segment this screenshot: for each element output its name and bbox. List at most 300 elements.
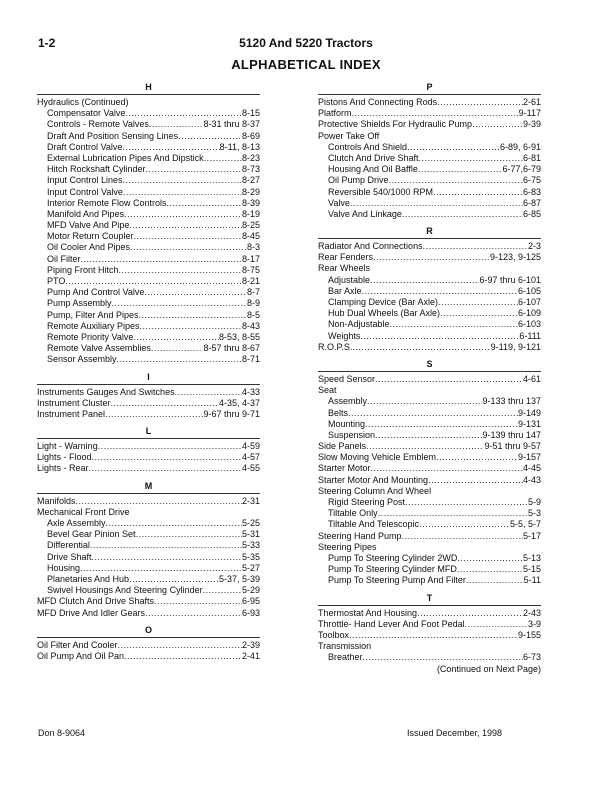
entry-page: 5-13 xyxy=(522,552,541,563)
dot-leader xyxy=(457,553,523,564)
index-entry xyxy=(318,119,541,130)
dot-leader xyxy=(111,398,219,409)
dot-leader xyxy=(472,119,523,130)
index-entry xyxy=(37,563,260,574)
entry-title: Breather xyxy=(328,652,363,663)
dot-leader xyxy=(106,518,242,529)
entry-page: 5-15 xyxy=(522,564,541,575)
dot-leader xyxy=(123,187,242,198)
index-section-l xyxy=(37,425,260,475)
entry-title: Compensator Valve xyxy=(47,108,126,119)
entry-title: Manifolds xyxy=(37,495,76,506)
index-entry xyxy=(318,553,541,564)
dot-leader xyxy=(98,441,242,452)
section-divider xyxy=(37,438,260,439)
entry-page: 6-105 xyxy=(517,285,541,296)
index-entry xyxy=(37,343,260,354)
entry-title: Planetaries And Hub xyxy=(47,573,130,584)
entry-title: Toolbox xyxy=(318,629,350,640)
dot-leader xyxy=(402,531,523,542)
entry-title: Adjustable xyxy=(328,274,371,285)
index-entry xyxy=(37,651,260,662)
entry-title: Input Control Lines xyxy=(47,175,123,186)
index-entry xyxy=(318,175,541,186)
index-entry xyxy=(37,332,260,343)
index-entry xyxy=(318,308,541,319)
entry-title: Hub Dual Wheels (Bar Axle) xyxy=(328,308,441,319)
entry-title: Steering Column And Wheel xyxy=(318,485,432,496)
entry-page: 8-19 xyxy=(241,208,260,219)
entry-title: Pump To Steering Cylinder 2WD xyxy=(328,552,458,563)
entry-page: 6-93 xyxy=(241,607,260,618)
index-entry xyxy=(37,298,260,309)
index-entry xyxy=(318,641,541,652)
entry-page: 5-5, 5-7 xyxy=(509,519,541,530)
entry-title: R.O.P.S. xyxy=(318,341,353,352)
entry-page: 5-9 xyxy=(527,497,541,507)
entry-page: 9-67 thru 9-71 xyxy=(203,408,260,419)
index-entry xyxy=(37,231,260,242)
index-entry xyxy=(318,385,541,396)
entry-page: 8-39 xyxy=(241,197,260,208)
entry-title: Power Take Off xyxy=(318,130,380,141)
dot-leader xyxy=(105,409,203,420)
entry-page: 6-85 xyxy=(522,208,541,219)
section-letter: M xyxy=(144,480,153,491)
entry-page: 8-5 xyxy=(246,309,260,320)
index-entry xyxy=(318,542,541,553)
entry-page: 8-31 thru 8-37 xyxy=(203,119,260,130)
index-section-p xyxy=(318,81,541,220)
entry-page: 8-71 xyxy=(241,354,260,365)
dot-leader xyxy=(402,209,523,220)
index-entry xyxy=(37,398,260,409)
index-entry xyxy=(318,297,541,308)
section-divider xyxy=(37,384,260,385)
dot-leader xyxy=(81,254,242,265)
index-entry xyxy=(318,475,541,486)
dot-leader xyxy=(117,354,242,365)
index-entry xyxy=(37,198,260,209)
entry-title: Protective Shields For Hydraulic Pump xyxy=(318,119,473,130)
index-entry xyxy=(318,187,541,198)
dot-leader xyxy=(417,608,523,619)
entry-title: Pump To Steering Cylinder MFD xyxy=(328,564,457,575)
index-entry xyxy=(318,286,541,297)
dot-leader xyxy=(428,475,523,486)
footer-document-number: Don 8-9064 xyxy=(38,728,86,738)
entry-title: Mounting xyxy=(328,418,366,429)
dot-leader xyxy=(151,343,204,354)
dot-leader xyxy=(405,497,528,508)
index-entry xyxy=(37,463,260,474)
index-entry xyxy=(37,354,260,365)
entry-page: 6-97 thru 6-101 xyxy=(479,274,541,285)
index-entry xyxy=(318,441,541,452)
entry-page: 6-87 xyxy=(522,197,541,208)
entry-title: Controls - Remote Valves xyxy=(47,119,149,130)
index-entry xyxy=(318,531,541,542)
dot-leader xyxy=(136,529,242,540)
index-entry xyxy=(37,507,260,518)
entry-page: 2-39 xyxy=(241,639,260,650)
entry-title: Slow Moving Vehicle Emblem xyxy=(318,452,437,463)
dot-leader xyxy=(175,387,242,398)
entry-page: 5-35 xyxy=(241,551,260,562)
dot-leader xyxy=(352,342,490,353)
footer-issue-date: Issued December, 1998 xyxy=(406,728,502,738)
entry-page: 9-51 thru 9-57 xyxy=(484,441,541,452)
entry-title: Reversible 540/1000 RPM xyxy=(328,186,434,197)
entry-page: 2-3 xyxy=(527,241,541,252)
entry-title: Remote Priority Valve xyxy=(47,331,134,342)
entry-page: 5-33 xyxy=(241,540,260,551)
entry-title: Tiltable And Telescopic xyxy=(328,519,420,530)
dot-leader xyxy=(122,142,219,153)
section-letter: T xyxy=(426,592,433,603)
entry-title: Interior Remote Flow Controls xyxy=(47,197,167,208)
dot-leader xyxy=(419,153,523,164)
index-entry xyxy=(318,142,541,153)
dot-leader xyxy=(139,310,247,321)
dot-leader xyxy=(433,187,523,198)
entry-page: 2-61 xyxy=(522,97,541,107)
entry-page: 4-35, 4-37 xyxy=(218,397,260,408)
index-entry xyxy=(37,108,260,119)
entry-page: 8-73 xyxy=(241,164,260,175)
entry-title: MFD Valve And Pipe xyxy=(47,220,130,231)
entry-page: 3-9 xyxy=(527,618,541,629)
section-divider xyxy=(318,371,541,372)
entry-title: Platform xyxy=(318,108,352,119)
dot-leader xyxy=(134,231,242,242)
entry-title: Input Control Valve xyxy=(47,186,123,197)
index-entry xyxy=(37,529,260,540)
index-entry xyxy=(318,619,541,630)
section-letter: L xyxy=(145,426,152,437)
dot-leader xyxy=(89,463,242,474)
index-entry xyxy=(37,276,260,287)
entry-title: Valve And Linkage xyxy=(328,208,402,219)
entry-page: 4-43 xyxy=(522,474,541,485)
entry-page: 4-45 xyxy=(522,463,541,474)
index-entry xyxy=(318,463,541,474)
section-letter: I xyxy=(147,371,150,382)
index-entry xyxy=(37,142,260,153)
index-entry xyxy=(318,374,541,385)
entry-title: Starter Motor xyxy=(318,463,371,474)
entry-title: Oil Filter And Cooler xyxy=(37,639,118,650)
entry-title: Lights - Flood xyxy=(37,452,92,463)
entry-page: 9-139 thru 147 xyxy=(482,429,541,440)
dot-leader xyxy=(466,575,524,586)
index-entry xyxy=(318,519,541,530)
index-entry xyxy=(318,564,541,575)
entry-page: 8-29 xyxy=(241,186,260,197)
entry-page: 6-73 xyxy=(522,652,541,663)
index-section-o xyxy=(37,624,260,662)
dot-leader xyxy=(92,452,242,463)
entry-title: Pump, Filter And Pipes xyxy=(47,309,139,320)
entry-title: Seat xyxy=(318,385,337,396)
entry-page: 6-77,6-79 xyxy=(502,164,541,175)
index-entry xyxy=(318,575,541,586)
dot-leader xyxy=(419,519,510,530)
dot-leader xyxy=(375,430,482,441)
entry-page: 4-59 xyxy=(241,441,260,452)
entry-title: Instrument Panel xyxy=(37,408,106,419)
dot-leader xyxy=(362,286,518,297)
dot-leader xyxy=(465,619,528,630)
entry-page: 8-11, 8-13 xyxy=(219,141,260,152)
entry-title: Swivel Housings And Steering Cylinder xyxy=(47,585,203,596)
entry-page: 4-61 xyxy=(522,373,541,384)
dot-leader xyxy=(407,142,500,153)
index-entry xyxy=(37,153,260,164)
entry-title: Draft Control Valve xyxy=(47,141,123,152)
dot-leader xyxy=(65,276,242,287)
entry-title: Hitch Rockshaft Cylinder xyxy=(47,164,146,175)
entry-title: Weights xyxy=(328,330,361,341)
dot-leader xyxy=(133,332,219,343)
entry-title: Drive Shaft xyxy=(47,551,92,562)
index-entry xyxy=(37,265,260,276)
index-entry xyxy=(318,263,541,274)
entry-title: Assembly xyxy=(328,396,368,407)
index-entry xyxy=(37,409,260,420)
dot-leader xyxy=(438,297,518,308)
entry-page: 5-29 xyxy=(241,585,260,596)
entry-title: Manifold And Pipes xyxy=(47,208,125,219)
index-section-r xyxy=(318,225,541,353)
entry-page: 8-57 thru 8-67 xyxy=(203,343,260,354)
entry-title: Pump To Steering Pump And Filter xyxy=(328,575,466,586)
dot-leader xyxy=(145,608,242,619)
index-entry xyxy=(318,108,541,119)
dot-leader xyxy=(373,252,490,263)
index-entry xyxy=(37,574,260,585)
entry-title: Transmission xyxy=(318,641,372,652)
entry-page: 8-69 xyxy=(241,130,260,141)
index-entry xyxy=(318,241,541,252)
dot-leader xyxy=(129,574,219,585)
index-entry xyxy=(318,198,541,209)
dot-leader xyxy=(352,108,519,119)
entry-page: 9-133 thru 137 xyxy=(482,396,541,407)
index-entry xyxy=(37,540,260,551)
entry-page: 9-155 xyxy=(517,629,541,640)
entry-title: Oil Filter xyxy=(47,253,81,264)
dot-leader xyxy=(375,374,523,385)
index-entry xyxy=(318,452,541,463)
entry-title: Oil Pump Drive xyxy=(328,175,389,186)
entry-title: Remote Auxiliary Pipes xyxy=(47,320,140,331)
entry-page: 9-117 xyxy=(518,108,541,119)
entry-title: Light - Warning xyxy=(37,441,98,452)
index-entry xyxy=(318,164,541,175)
entry-title: Controls And Shield xyxy=(328,141,408,152)
entry-title: Non-Adjustable xyxy=(328,319,390,330)
entry-title: Oil Cooler And Pipes xyxy=(47,242,131,253)
index-entry xyxy=(318,342,541,353)
index-section-t xyxy=(318,592,541,664)
dot-leader xyxy=(112,298,247,309)
dot-leader xyxy=(124,209,242,220)
index-entry xyxy=(37,552,260,563)
entry-page: 2-31 xyxy=(241,495,260,506)
index-section-m xyxy=(37,480,260,619)
section-divider xyxy=(318,238,541,239)
dot-leader xyxy=(363,652,523,663)
entry-title: Differential xyxy=(47,540,90,551)
dot-leader xyxy=(378,508,528,519)
entry-page: 8-75 xyxy=(241,264,260,275)
entry-title: Housing And Oil Baffle xyxy=(328,164,418,175)
dot-leader xyxy=(348,408,518,419)
entry-page: 9-119, 9-121 xyxy=(490,341,541,352)
entry-page: 9-149 xyxy=(517,407,541,418)
dot-leader xyxy=(154,596,242,607)
index-entry xyxy=(318,275,541,286)
index-entry xyxy=(318,408,541,419)
entry-title: Thermostat And Housing xyxy=(318,607,418,618)
entry-title: Steering Pipes xyxy=(318,541,377,552)
index-entry xyxy=(37,287,260,298)
entry-title: Instrument Cluster xyxy=(37,397,111,408)
entry-page: 2-41 xyxy=(241,650,260,661)
index-entry xyxy=(37,97,260,108)
index-entry xyxy=(37,131,260,142)
entry-title: Hydraulics (Continued) xyxy=(37,97,129,107)
index-entry xyxy=(37,585,260,596)
entry-page: 5-3 xyxy=(527,508,541,519)
entry-title: Mechanical Front Drive xyxy=(37,506,130,517)
section-divider xyxy=(37,94,260,95)
dot-leader xyxy=(367,396,482,407)
dot-leader xyxy=(178,131,242,142)
entry-title: Pump And Control Valve xyxy=(47,287,145,298)
entry-page: 6-107 xyxy=(517,297,541,307)
index-entry xyxy=(37,220,260,231)
entry-page: 6-75 xyxy=(522,175,541,186)
dot-leader xyxy=(203,585,242,596)
entry-page: 8-17 xyxy=(241,253,260,264)
entry-page: 8-25 xyxy=(241,220,260,231)
index-section-s xyxy=(318,358,541,587)
index-entry xyxy=(318,430,541,441)
continued-note: (Continued on Next Page) xyxy=(436,664,541,675)
dot-leader xyxy=(389,175,523,186)
entry-title: Bevel Gear Pinion Set xyxy=(47,529,136,540)
index-entry xyxy=(37,640,260,651)
index-section-i xyxy=(37,371,260,421)
dot-leader xyxy=(146,164,242,175)
entry-page: 8-7 xyxy=(246,287,260,298)
dot-leader xyxy=(144,287,247,298)
entry-page: 5-17 xyxy=(522,530,541,541)
dot-leader xyxy=(118,640,242,651)
index-entry xyxy=(318,419,541,430)
entry-title: PTO xyxy=(47,276,66,286)
entry-page: 9-39 xyxy=(522,119,541,130)
index-entry xyxy=(318,252,541,263)
index-entry xyxy=(318,331,541,342)
entry-page: 6-109 xyxy=(517,308,541,319)
entry-page: 4-33 xyxy=(241,386,260,397)
page-number: 1-2 xyxy=(38,36,56,50)
entry-title: Clutch And Drive Shaft xyxy=(328,152,419,163)
dot-leader xyxy=(350,198,523,209)
dot-leader xyxy=(349,630,518,641)
dot-leader xyxy=(140,321,242,332)
dot-leader xyxy=(440,308,518,319)
entry-title: Throttle- Hand Lever And Foot Pedal xyxy=(318,618,465,629)
dot-leader xyxy=(130,242,247,253)
entry-title: MFD Drive And Idler Gears xyxy=(37,607,146,618)
index-entry xyxy=(37,187,260,198)
entry-page: 6-111 xyxy=(519,330,541,341)
entry-title: MFD Clutch And Drive Shafts xyxy=(37,596,155,607)
dot-leader xyxy=(418,164,503,175)
entry-title: Motor Return Coupler xyxy=(47,231,134,242)
entry-page: 5-37, 5-39 xyxy=(218,573,260,584)
section-divider xyxy=(318,94,541,95)
index-entry xyxy=(318,319,541,330)
entry-page: 5-27 xyxy=(241,562,260,573)
section-letter: P xyxy=(426,82,433,92)
entry-title: Draft And Position Sensing Lines xyxy=(47,130,179,141)
index-entry xyxy=(37,175,260,186)
index-entry xyxy=(318,153,541,164)
dot-leader xyxy=(125,108,242,119)
entry-title: Rigid Steering Post xyxy=(328,497,406,507)
index-entry xyxy=(37,452,260,463)
entry-title: External Lubrication Pipes And Dipstick xyxy=(47,152,204,163)
dot-leader xyxy=(423,241,528,252)
dot-leader xyxy=(80,563,242,574)
entry-page: 6-95 xyxy=(241,596,260,607)
dot-leader xyxy=(90,540,242,551)
entry-page: 9-131 xyxy=(517,418,541,429)
dot-leader xyxy=(360,331,519,342)
index-entry xyxy=(37,119,260,130)
entry-title: Belts xyxy=(328,407,349,418)
entry-page: 8-23 xyxy=(241,152,260,163)
index-entry xyxy=(37,164,260,175)
section-letter: R xyxy=(426,226,433,237)
section-divider xyxy=(37,637,260,638)
entry-page: 8-53, 8-55 xyxy=(218,331,260,342)
entry-title: Steering Hand Pump xyxy=(318,530,402,541)
index-column-right xyxy=(318,76,541,676)
entry-page: 8-43 xyxy=(241,320,260,331)
index-entry xyxy=(37,242,260,253)
entry-page: 5-11 xyxy=(523,575,541,586)
dot-leader xyxy=(167,198,242,209)
index-entry xyxy=(318,396,541,407)
index-entry xyxy=(318,630,541,641)
dot-leader xyxy=(204,153,242,164)
entry-title: Axle Assembly xyxy=(47,518,106,528)
index-entry xyxy=(318,486,541,497)
entry-title: Tiltable Only xyxy=(328,508,378,519)
entry-page: 6-89, 6-91 xyxy=(499,141,541,152)
index-entry xyxy=(318,209,541,220)
entry-title: Oil Pump And Oil Pan xyxy=(37,650,125,661)
index-entry xyxy=(318,97,541,108)
entry-page: 4-57 xyxy=(241,452,260,463)
entry-title: Rear Fenders xyxy=(318,252,374,263)
